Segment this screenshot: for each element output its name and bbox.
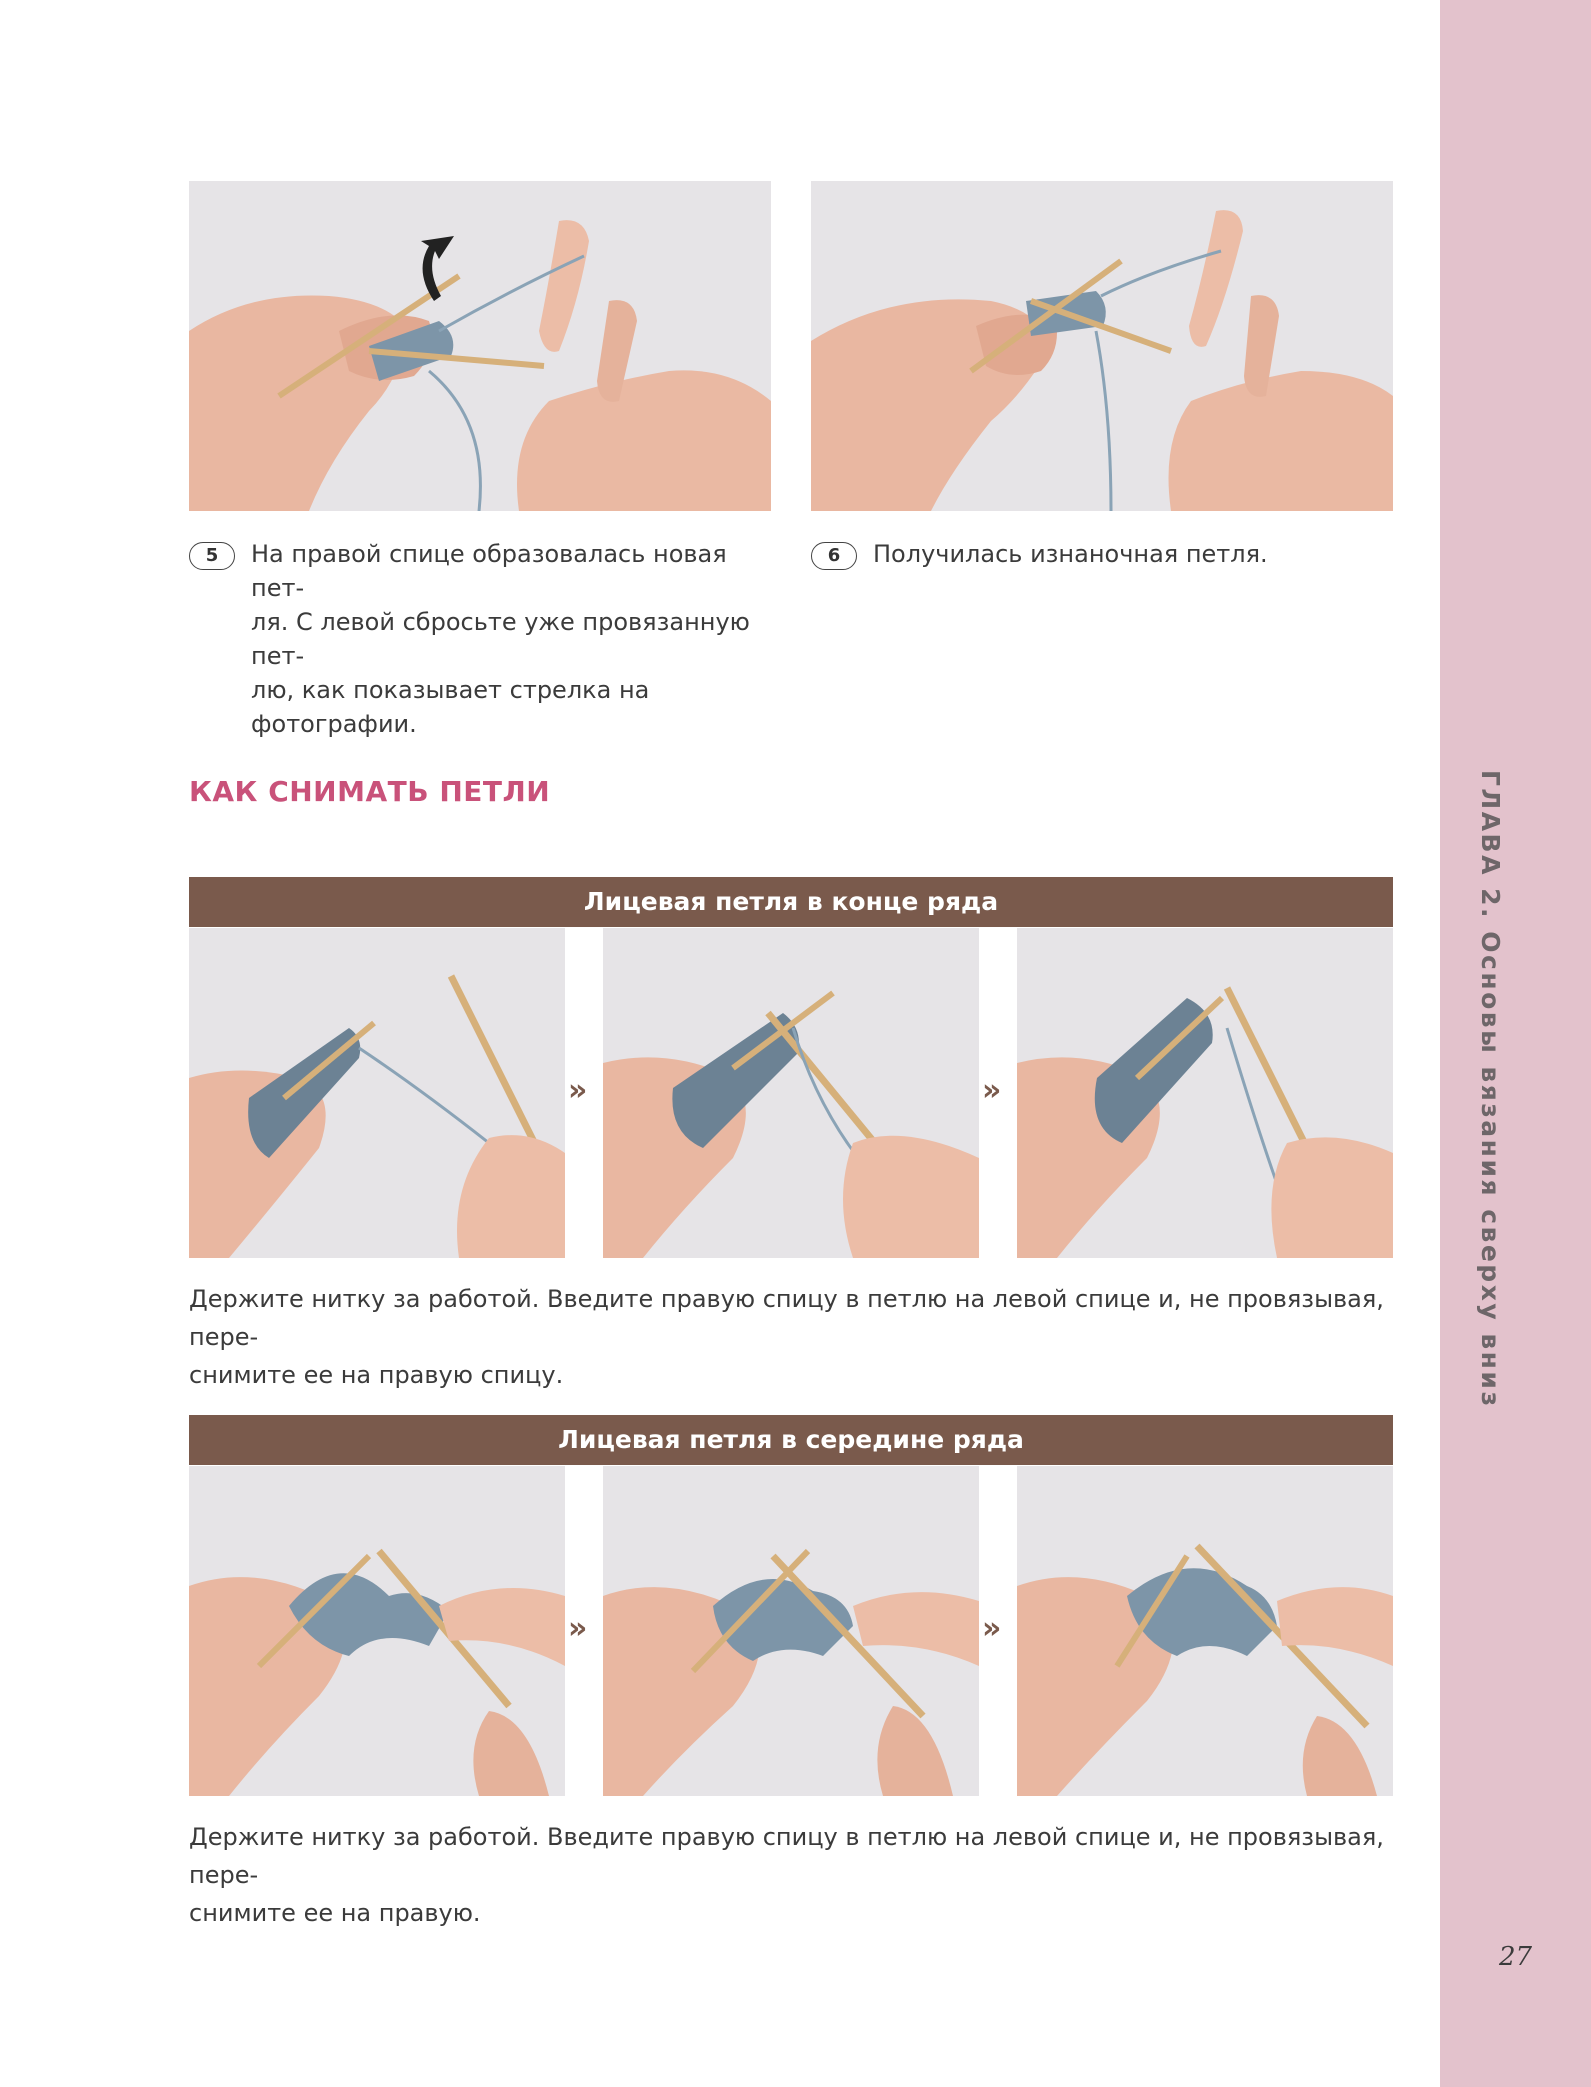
page-number: 27 (1498, 1942, 1533, 1972)
subsection-1-photo-2 (603, 928, 979, 1258)
subsection-1-photo-1 (189, 928, 565, 1258)
step-6-photo (811, 181, 1393, 511)
subsection-2-photo-2 (603, 1466, 979, 1796)
step-6-number: 6 (811, 542, 857, 570)
section-title: КАК СНИМАТЬ ПЕТЛИ (189, 775, 551, 808)
subsection-1-text: Держите нитку за работой. Введите правую спицу в петлю на левой спице и, не провязывая, пере- снимите ее на правую спицу. (189, 1285, 1384, 1389)
subsection-1-arrow-1: » (568, 1073, 582, 1108)
subsection-2-arrow-1: » (568, 1611, 582, 1646)
subsection-2-photo-3 (1017, 1466, 1393, 1796)
step-6-text: Получилась изнаночная петля. (873, 540, 1268, 568)
step-6-caption (827, 537, 1393, 571)
step-5-number: 5 (189, 542, 235, 570)
subsection-2-arrow-2: » (982, 1611, 996, 1646)
step-5-photo (189, 181, 771, 511)
subsection-2-text: Держите нитку за работой. Введите правую спицу в петлю на левой спице и, не провязывая, пере- снимите ее на правую. (189, 1823, 1384, 1927)
subsection-1-header: Лицевая петля в конце ряда (189, 877, 1393, 927)
subsection-2-header: Лицевая петля в середине ряда (189, 1415, 1393, 1465)
step-5-text: На правой спице образовалась новая пет- ля. С левой сбросьте уже провязанную пет- лю, как показывает стрелка на фотографии. (251, 540, 750, 738)
subsection-2-photo-1 (189, 1466, 565, 1796)
chapter-label: ГЛАВА 2. Основы вязания сверху вниз (1476, 770, 1505, 1409)
chapter-sidebar (1440, 0, 1591, 2087)
subsection-1-arrow-2: » (982, 1073, 996, 1108)
step-5-caption (205, 537, 771, 741)
subsection-1-photo-3 (1017, 928, 1393, 1258)
